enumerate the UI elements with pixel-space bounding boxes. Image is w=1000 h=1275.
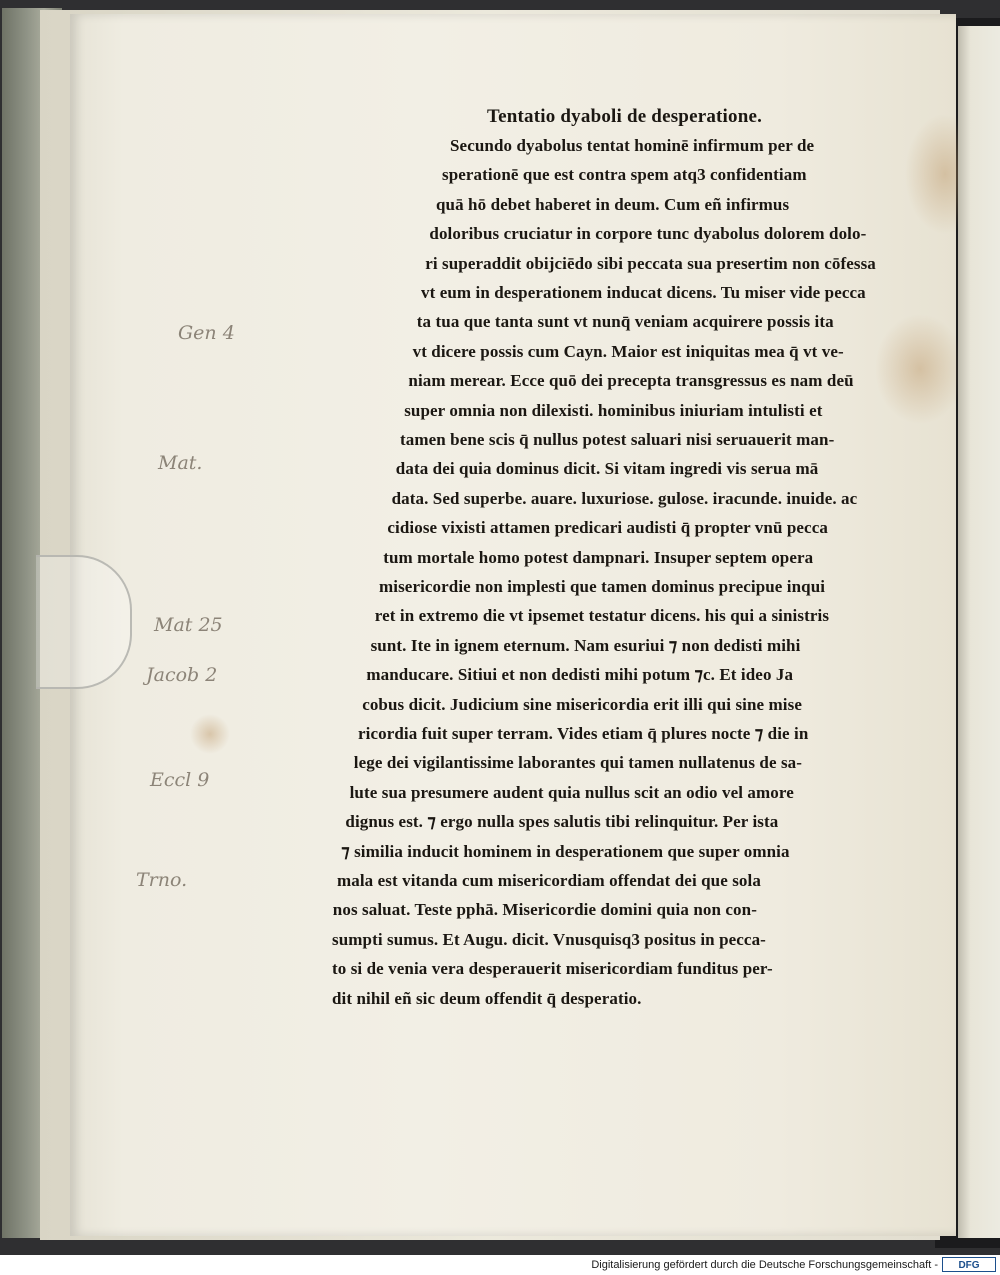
- text-line: sumpti sumus. Et Augu. dicit. Vnusquisq3 positus in pecca-: [332, 929, 766, 949]
- footer-bar: [0, 1255, 1000, 1275]
- text-line: sperationē que est contra spem atq3 confidentiam: [442, 165, 807, 185]
- margin-note: Mat 25: [154, 614, 223, 636]
- text-line: super omnia non dilexisti. hominibus iniuriam intulisti et: [404, 400, 823, 420]
- chapter-heading: Tentatio dyaboli de desperatione.: [487, 106, 763, 127]
- margin-note: Eccl 9: [150, 769, 210, 791]
- facing-page-edge: [958, 26, 1000, 1238]
- text-line: lege dei vigilantissime laborantes qui tamen nullatenus de sa-: [353, 753, 803, 773]
- book-page: [70, 14, 956, 1236]
- text-line: data dei quia dominus dicit. Si vitam ingredi vis serua mā: [395, 459, 819, 479]
- text-line: misericordie non implesti que tamen dominus precipue inqui: [379, 577, 826, 596]
- printed-text-block: [332, 106, 952, 1061]
- text-line: vt dicere possis cum Cayn. Maior est iniquitas mea q̄ vt ve-: [412, 341, 844, 361]
- text-line: niam merear. Ecce quō dei precepta transgressus es nam deū: [408, 371, 854, 391]
- text-line: dignus est. ⁊ ergo nulla spes salutis tibi relinquitur. Per ista: [345, 812, 779, 832]
- text-line: sunt. Ite in ignem eternum. Nam esuriui ⁊ non dedisti mihi: [370, 635, 801, 655]
- text-line: data. Sed superbe. auare. luxuriose. gulose. iracunde. inuide. ac: [391, 488, 858, 508]
- text-line: manducare. Sitiui et non dedisti mihi potum ⁊c. Et ideo Ja: [366, 665, 794, 685]
- text-line: Secundo dyabolus tentat hominē infirmum per de: [450, 136, 815, 155]
- stain: [190, 714, 230, 754]
- margin-note: Trno.: [136, 869, 188, 891]
- text-line: to si de venia vera desperauerit misericordiam funditus per-: [332, 959, 773, 979]
- text-line: quā hō debet haberet in deum. Cum eñ infirmus: [436, 194, 790, 214]
- margin-note: Jacob 2: [146, 664, 218, 686]
- text-line: mala est vitanda cum misericordiam offendat dei que sola: [337, 871, 761, 890]
- text-line: ⁊ similia inducit hominem in desperationem que super omnia: [341, 841, 790, 861]
- dfg-logo-icon: DFG: [942, 1257, 996, 1272]
- text-line: dit nihil eñ sic deum offendit q̄ desperatio.: [332, 988, 642, 1008]
- text-line: ta tua que tanta sunt vt nunq̄ veniam acquirere possis ita: [416, 312, 834, 332]
- text-line: tamen bene scis q̄ nullus potest saluari nisi seruauerit man-: [400, 430, 835, 449]
- text-line: doloribus cruciatur in corpore tunc dyabolus dolorem dolo-: [429, 224, 867, 244]
- text-line: ricordia fuit super terram. Vides etiam q̄ plures nocte ⁊ die in: [358, 724, 809, 743]
- text-line: tum mortale homo potest dampnari. Insuper septem opera: [383, 547, 814, 567]
- footer-credit: Digitalisierung gefördert durch die Deutsche Forschungsgemeinschaft -: [591, 1259, 938, 1271]
- text-line: ret in extremo die vt ipsemet testatur dicens. his qui a sinistris: [374, 606, 830, 626]
- text-line: cobus dicit. Judicium sine misericordia erit illi qui sine mise: [362, 694, 802, 714]
- margin-note: Mat.: [158, 452, 203, 474]
- plastic-clip: [36, 555, 132, 689]
- text-line: ri superaddit obijciēdo sibi peccata sua presertim non cōfessa: [425, 253, 876, 273]
- text-line: nos saluat. Teste pphā. Misericordie domini quia non con-: [332, 900, 757, 920]
- text-line: cidiose vixisti attamen predicari audisti q̄ propter vnū pecca: [387, 518, 828, 538]
- text-line: vt eum in desperationem inducat dicens. Tu miser vide pecca: [421, 283, 866, 302]
- margin-note: Gen 4: [178, 322, 235, 344]
- text-line: lute sua presumere audent quia nullus scit an odio vel amore: [349, 782, 794, 802]
